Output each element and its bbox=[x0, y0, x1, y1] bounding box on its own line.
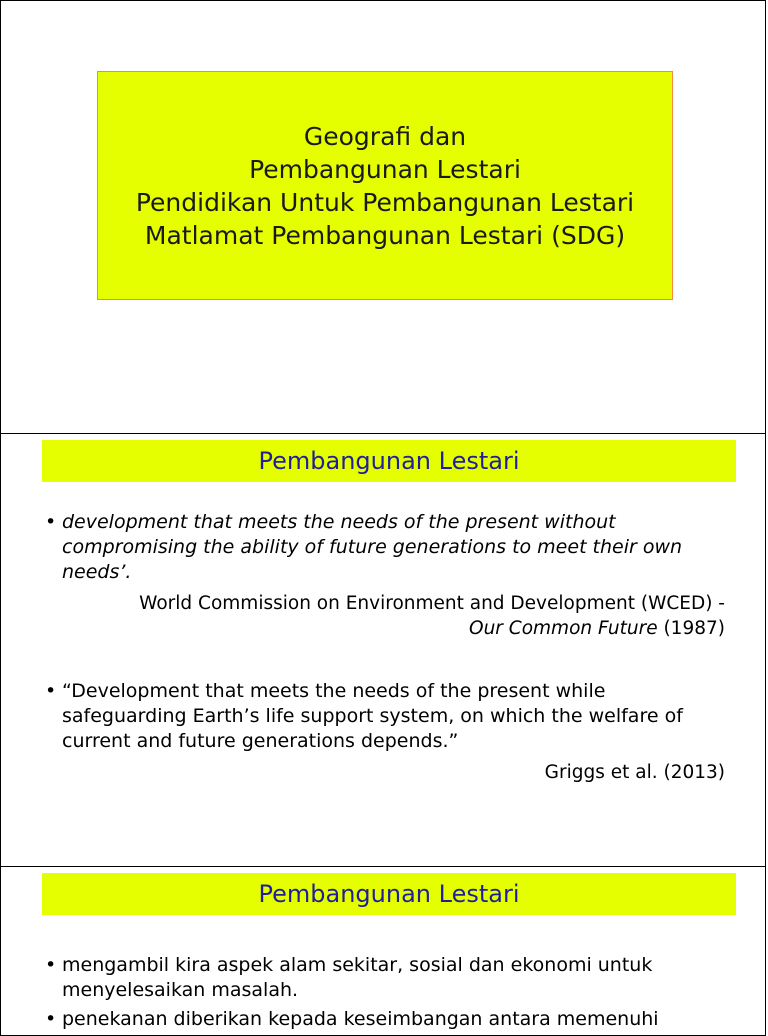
title-line-1: Geografi dan bbox=[303, 121, 467, 151]
point-2-text: penekanan diberikan kepada keseimbangan antara memenuhi bbox=[62, 1008, 659, 1030]
bullet-icon: • bbox=[45, 1008, 57, 1030]
title-line-4: Matlamat Pembangunan Lestari (SDG) bbox=[144, 220, 626, 250]
bullet-quote-1 bbox=[45, 510, 725, 585]
bullet-icon: • bbox=[45, 511, 57, 533]
slide-1 bbox=[0, 0, 766, 434]
quote-1-text: development that meets the needs of the present without compromising the ability of future generations to meet their own needs’. bbox=[62, 511, 683, 583]
bullet-point-1 bbox=[45, 953, 685, 1003]
bullet-point-2 bbox=[45, 1007, 725, 1032]
slide-3-heading: Pembangunan Lestari bbox=[258, 880, 520, 908]
source-1-line-1: World Commission on Environment and Development (WCED) - bbox=[139, 593, 725, 614]
bullet-quote-2 bbox=[45, 679, 725, 754]
source-1-year: (1987) bbox=[663, 618, 725, 639]
slide-2-heading-bar bbox=[42, 440, 736, 482]
bullet-icon: • bbox=[45, 680, 57, 702]
title-box bbox=[97, 71, 673, 300]
bullet-icon: • bbox=[45, 954, 57, 976]
title-line-2: Pembangunan Lestari bbox=[249, 154, 521, 184]
slide-2-heading: Pembangunan Lestari bbox=[258, 447, 520, 475]
title-line-3: Pendidikan Untuk Pembangunan Lestari bbox=[135, 187, 635, 217]
source-1-title: Our Common Future bbox=[469, 618, 658, 639]
source-1-line-2 bbox=[469, 616, 725, 641]
slide-2 bbox=[0, 433, 766, 867]
source-2: Griggs et al. (2013) bbox=[544, 762, 725, 783]
point-1-text: mengambil kira aspek alam sekitar, sosial dan ekonomi untuk menyelesaikan masalah. bbox=[62, 954, 653, 1001]
slide-3 bbox=[0, 866, 766, 1036]
slide-3-heading-bar bbox=[42, 873, 736, 915]
quote-2-text: “Development that meets the needs of the present while safeguarding Earth’s life support system, on which the welfare of current and future generations depends.” bbox=[62, 680, 683, 752]
